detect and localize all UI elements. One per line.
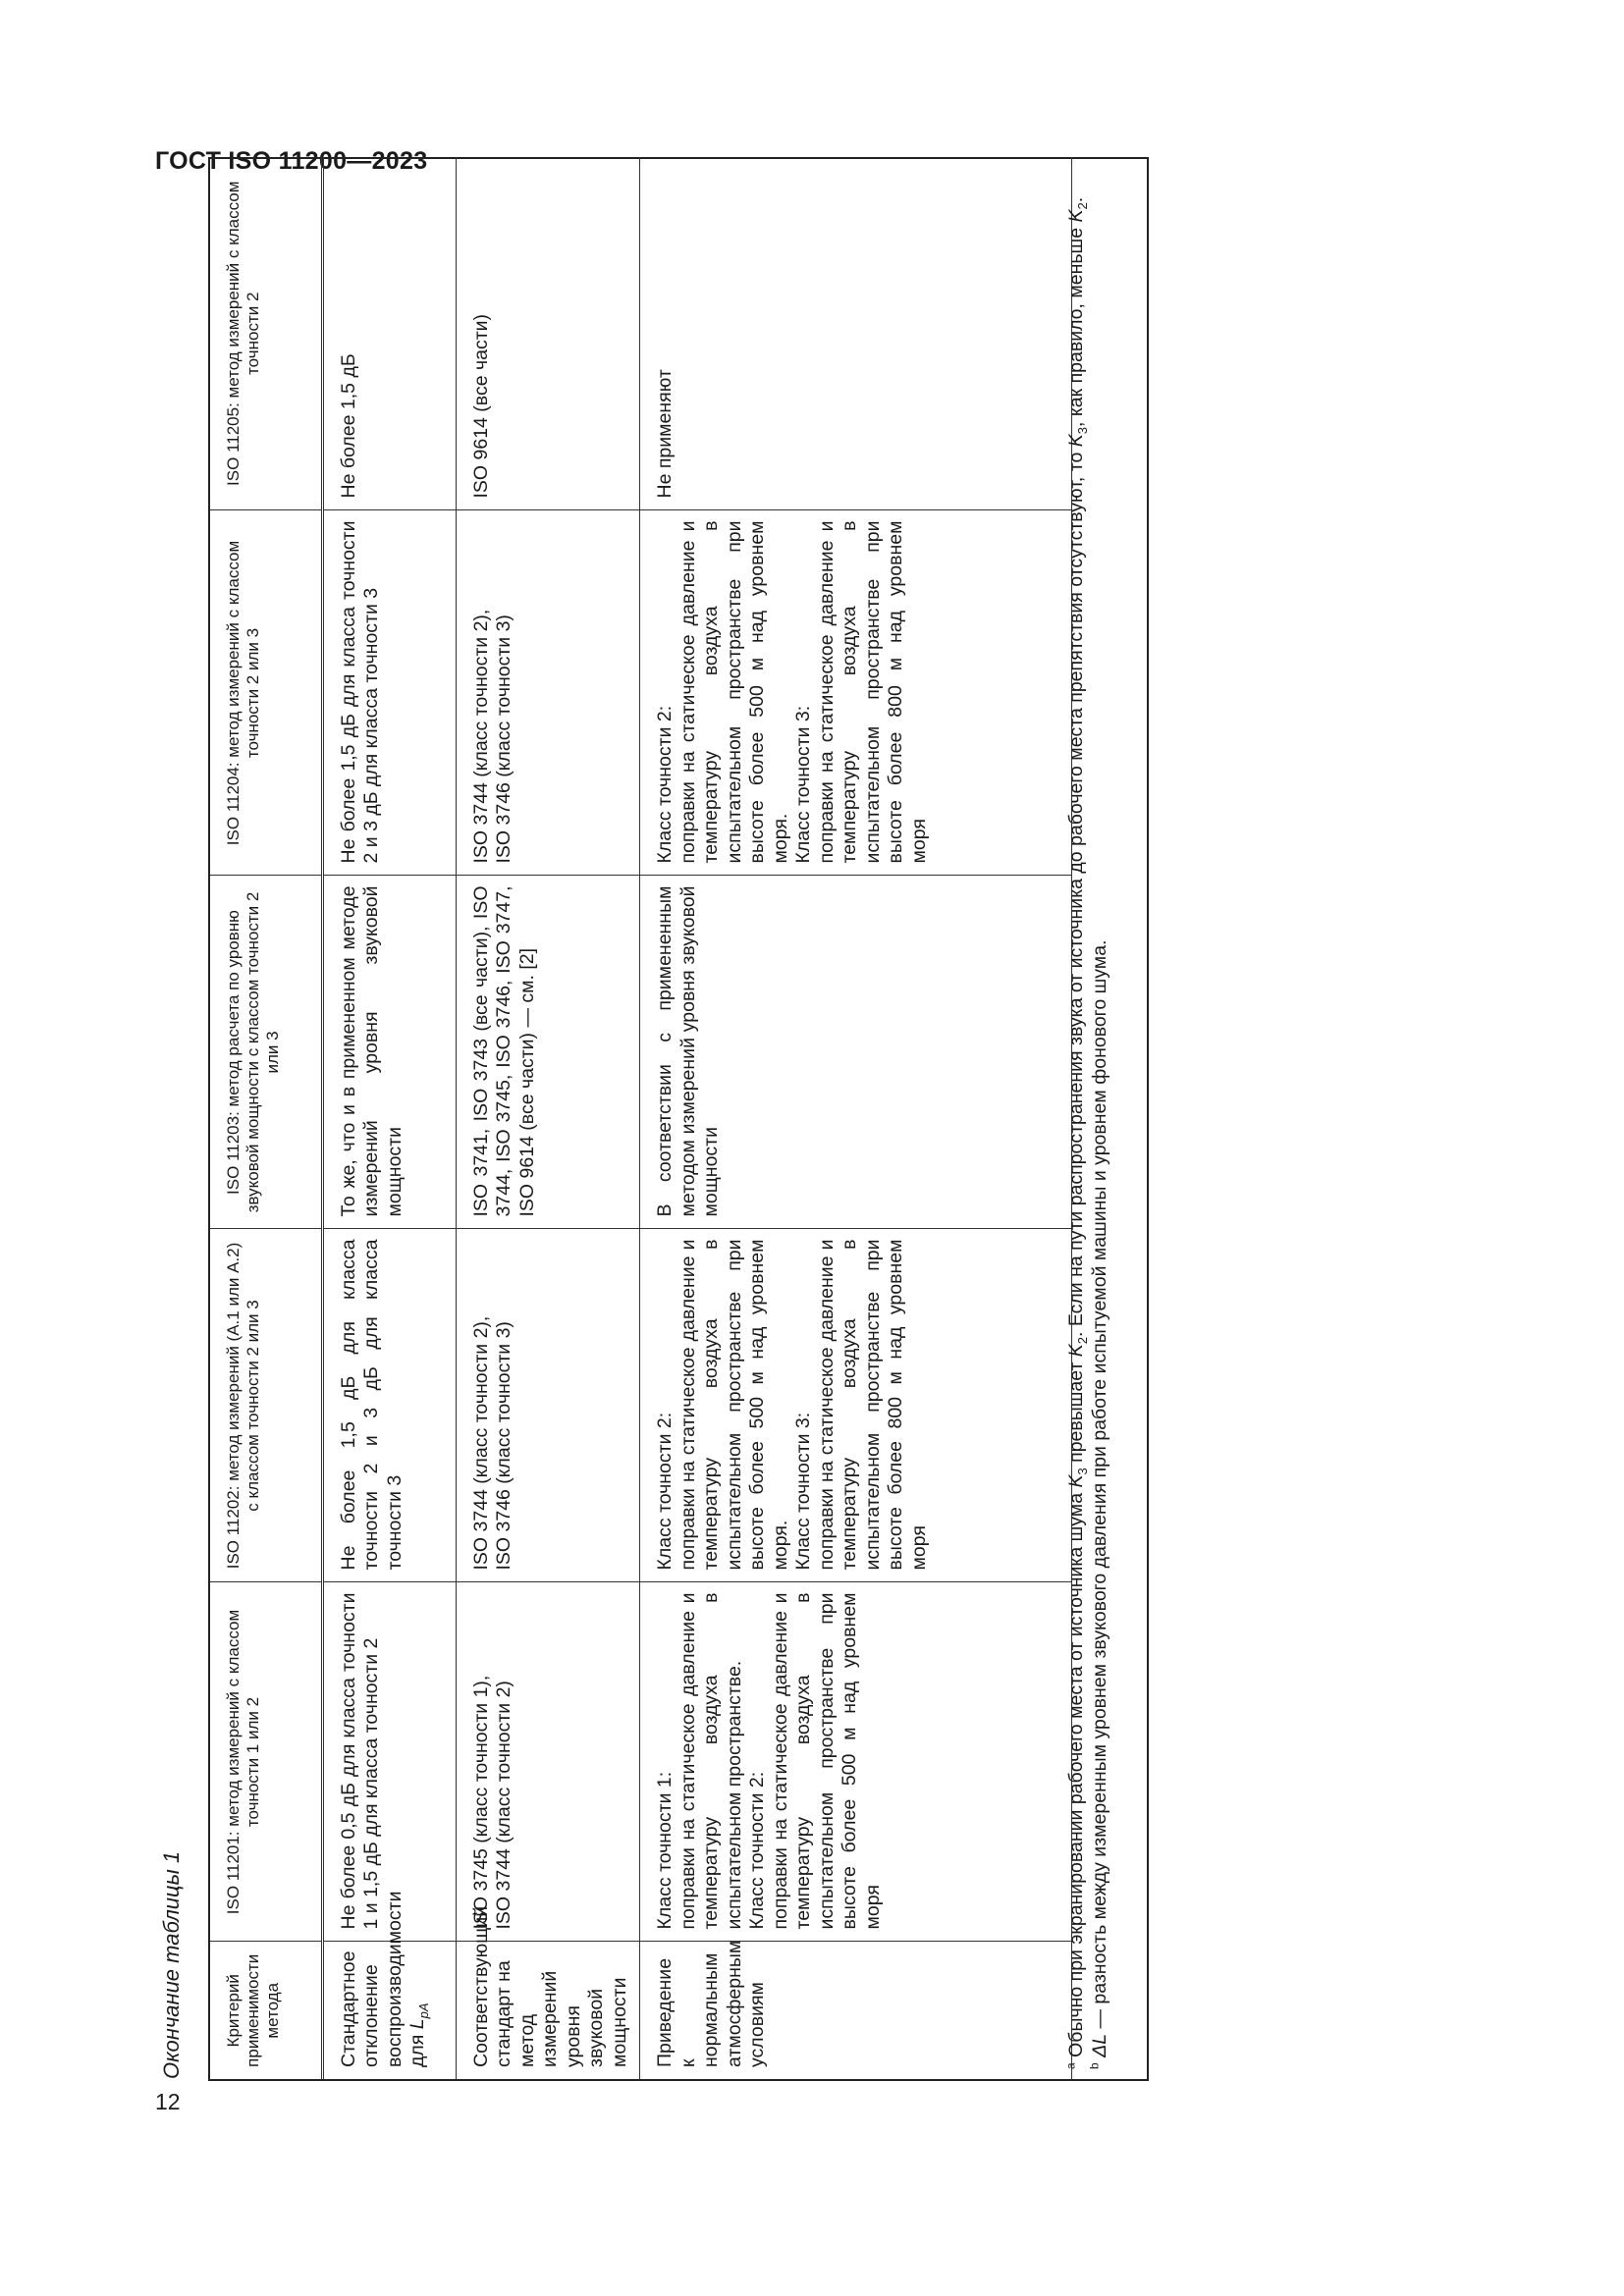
table-cell: Не более 0,5 дБ для класса точности 1 и 1,5 дБ для класса точности 2 [322, 1582, 456, 1942]
table-row [322, 157, 456, 2079]
table-row [640, 157, 1072, 2079]
header-iso-11204: ISO 11204: метод измерений с классом точности 2 или 3 [210, 510, 322, 876]
comparison-table [210, 157, 1072, 2079]
table-cell: Не более 1,5 дБ для класса точности 2 и 3 дБ для класса точности 3 [322, 1229, 456, 1582]
table-cell: Не применяют [640, 157, 1072, 510]
table-cell: В соответствии с примененным методом измерений уровня звуковой мощности [640, 876, 1072, 1229]
header-iso-11203: ISO 11203: метод расчета по уровню звуковой мощности с классом точности 2 или 3 [210, 876, 322, 1229]
footnote-b: $^b$ ΔL — разность между измеренным уровнем звукового давления при работе испытуемой машины и уровнем фонового шума. [1087, 939, 1110, 2069]
header-criterion: Критерий применимости метода [210, 1942, 322, 2079]
page-number: 12 [155, 2089, 181, 2114]
row-criterion: Стандартное отклонение воспроизводимости для $L_{pA}$ [322, 1942, 456, 2079]
table-cell: Класс точности 1: поправки на статическое давление и температуру воздуха в испытательном пространстве. Класс точности 2: поправки на статическое давление и температуру воздуха в испытательном пространстве при высоте более 500 м над уровнем моря [640, 1582, 1072, 1942]
table-cell: ISO 9614 (все части) [456, 157, 640, 510]
header-iso-11202: ISO 11202: метод измерений (A.1 или A.2) с классом точности 2 или 3 [210, 1229, 322, 1582]
header-iso-11205: ISO 11205: метод измерений с классом точности 2 [210, 157, 322, 510]
table-cell: То же, что и в примененном методе измерений уровня звуковой мощности [322, 876, 456, 1229]
table-cell: ISO 3745 (класс точности 1), ISO 3744 (класс точности 2) [456, 1582, 640, 1942]
table-cell: ISO 3744 (класс точности 2), ISO 3746 (класс точности 3) [456, 510, 640, 876]
table-caption: Окончание таблицы 1 [159, 1850, 184, 2079]
row-criterion: Соответствующий стандарт на метод измерений уровня звуковой мощности [456, 1942, 640, 2079]
table-footnotes [1060, 159, 1111, 2079]
table-cell: Класс точности 2: поправки на статическое давление и температуру воздуха в испытательном пространстве при высоте более 500 м над уровнем моря. Класс точности 3: поправки на статическое давление и температуру воздуха в испытательном пространстве при высоте более 800 м над уровнем моря [640, 1229, 1072, 1582]
table-cell: Не более 1,5 дБ [322, 157, 456, 510]
row-criterion: Приведение к нормальным атмосферным условиям [640, 1942, 1072, 2079]
rotated-table-region [147, 157, 1149, 2081]
table-cell: Класс точности 2: поправки на статическое давление и температуру воздуха в испытательном пространстве при высоте более 500 м над уровнем моря. Класс точности 3: поправки на статическое давление и температуру воздуха в испытательном пространстве при высоте более 800 м над уровнем моря [640, 510, 1072, 876]
table-cell: Не более 1,5 дБ для класса точности 2 и 3 дБ для класса точности 3 [322, 510, 456, 876]
table-row [456, 157, 640, 2079]
table-cell: ISO 3741, ISO 3743 (все части), ISO 3744, ISO 3745, ISO 3746, ISO 3747, ISO 9614 (все части) — см. [2] [456, 876, 640, 1229]
table-frame [208, 157, 1149, 2081]
table-header-row [210, 157, 322, 2079]
document-header: ГОСТ ISO 11200—2023 [155, 147, 428, 175]
footnote-a: $^a$ Обычно при экранировании рабочего места от источника шума $K_3$ превышает $K_2$. Если на пути распространения звука от источника до рабочего места препятствия отсутствуют, то $K_3$, как правило, меньше $K_2$. [1063, 196, 1090, 2069]
table-cell: ISO 3744 (класс точности 2), ISO 3746 (класс точности 3) [456, 1229, 640, 1582]
header-iso-11201: ISO 11201: метод измерений с классом точности 1 или 2 [210, 1582, 322, 1942]
